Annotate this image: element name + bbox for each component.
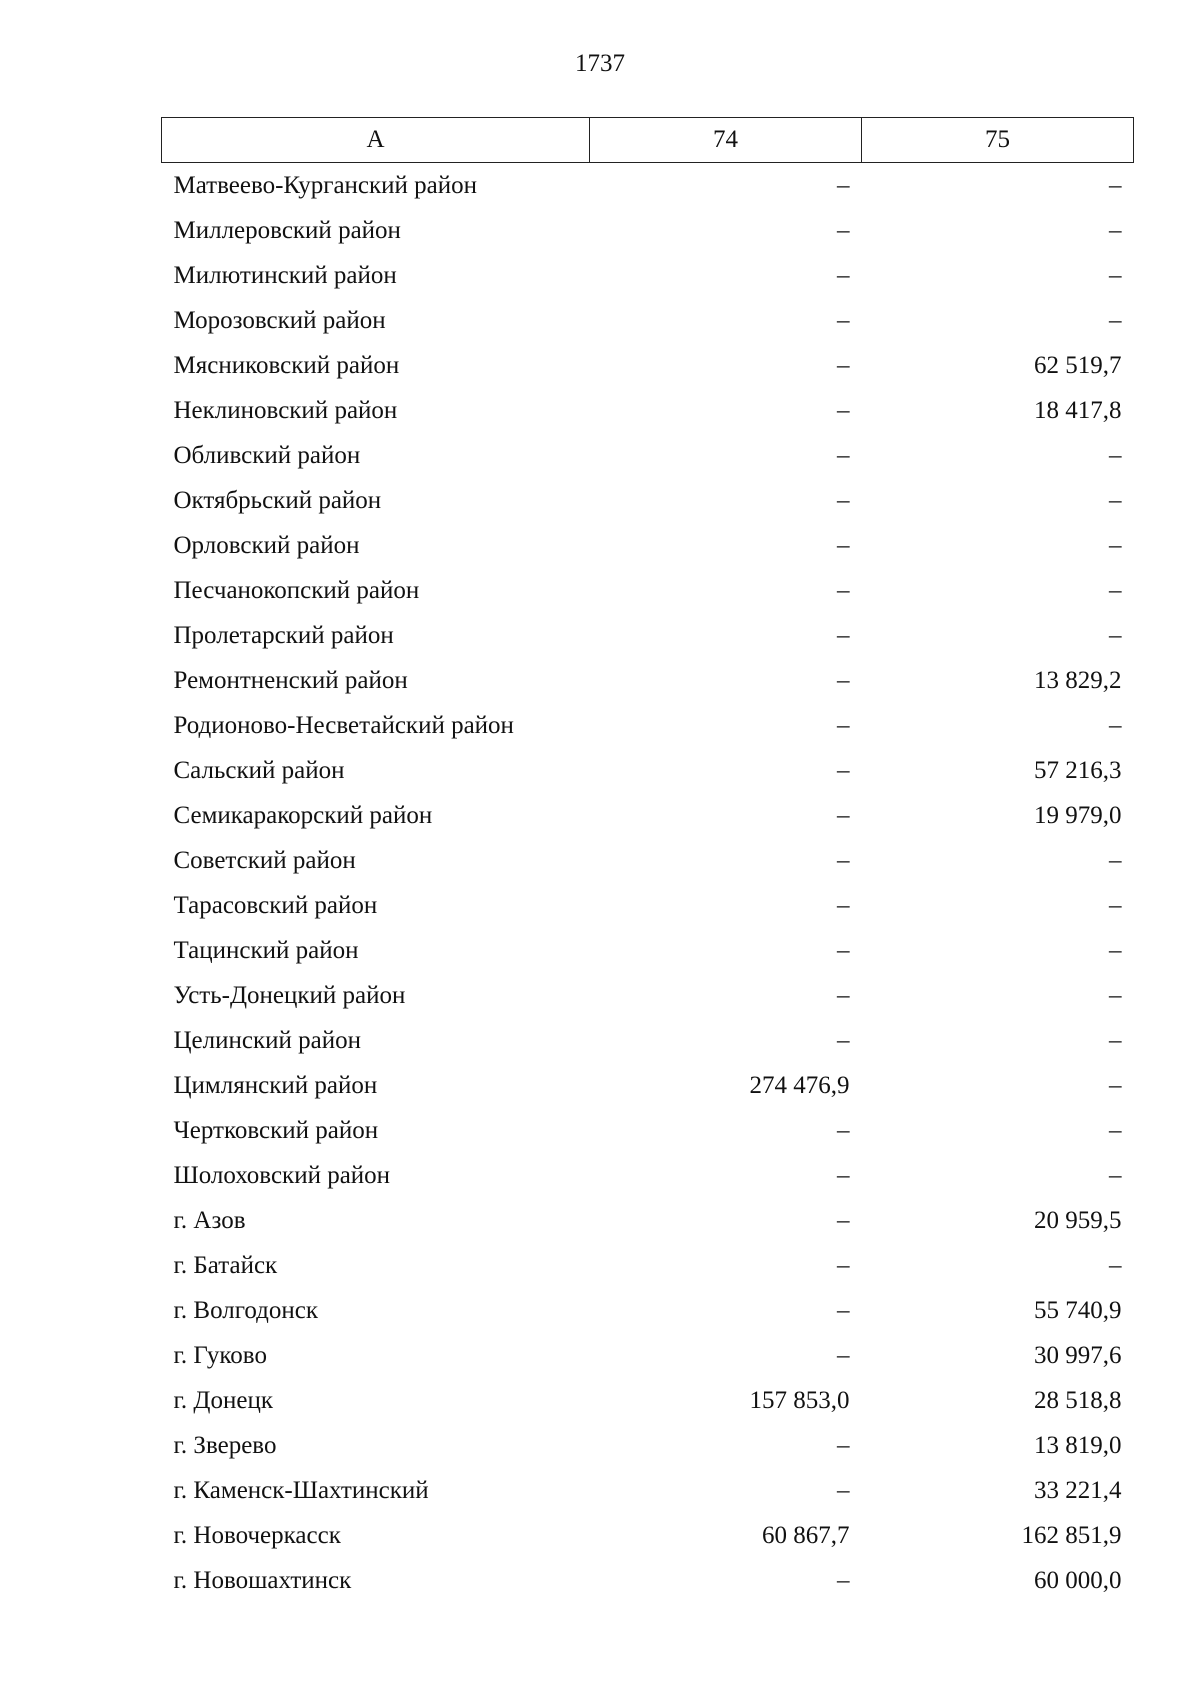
value-cell-75: – (1109, 1026, 1122, 1054)
table-row (162, 973, 1134, 1018)
value-cell-74: – (837, 711, 850, 739)
value-cell-74: – (837, 171, 850, 199)
table-row (162, 703, 1134, 748)
region-name-cell: Ремонтненский район (173, 666, 408, 694)
table-row (162, 253, 1134, 298)
value-cell-74: – (837, 1566, 850, 1594)
table-row (162, 163, 1134, 209)
table-row (162, 928, 1134, 973)
value-cell-74: – (837, 261, 850, 289)
region-name-cell: Тацинский район (173, 936, 359, 964)
value-cell-75: – (1109, 936, 1122, 964)
table-row (162, 568, 1134, 613)
table-row (162, 1243, 1134, 1288)
value-cell-75: – (1109, 846, 1122, 874)
value-cell-75: – (1109, 981, 1122, 1009)
region-name-cell: Миллеровский район (173, 216, 401, 244)
value-cell-74: – (837, 666, 850, 694)
region-name-cell: Пролетарский район (173, 621, 394, 649)
value-cell-75: 28 518,8 (1034, 1386, 1122, 1414)
region-name-cell: Песчанокопский район (173, 576, 420, 604)
region-name-cell: Сальский район (173, 756, 345, 784)
value-cell-74: – (837, 756, 850, 784)
value-cell-74: – (837, 1026, 850, 1054)
value-cell-75: – (1109, 891, 1122, 919)
value-cell-74: – (837, 576, 850, 604)
region-name-cell: Неклиновский район (173, 396, 398, 424)
table-row (162, 388, 1134, 433)
table-row (162, 1423, 1134, 1468)
table-row (162, 298, 1134, 343)
value-cell-75: – (1109, 531, 1122, 559)
region-name-cell: г. Азов (173, 1206, 246, 1234)
region-name-cell: Орловский район (173, 531, 360, 559)
value-cell-74: – (837, 216, 850, 244)
value-cell-74: – (837, 1341, 850, 1369)
table-body (162, 163, 1134, 1604)
table-row (162, 1468, 1134, 1513)
table-row (162, 433, 1134, 478)
value-cell-75: – (1109, 1116, 1122, 1144)
value-cell-74: – (837, 1431, 850, 1459)
table-row (162, 1108, 1134, 1153)
value-cell-75: – (1109, 441, 1122, 469)
region-name-cell: Усть-Донецкий район (173, 981, 406, 1009)
value-cell-74: 60 867,7 (762, 1521, 850, 1549)
value-cell-75: 62 519,7 (1034, 351, 1122, 379)
table-row (162, 658, 1134, 703)
value-cell-75: – (1109, 261, 1122, 289)
value-cell-74: – (837, 981, 850, 1009)
table-row (162, 1198, 1134, 1243)
region-name-cell: Чертковский район (173, 1116, 379, 1144)
value-cell-75: – (1109, 711, 1122, 739)
value-cell-75: 57 216,3 (1034, 756, 1122, 784)
region-name-cell: Мясниковский район (173, 351, 400, 379)
table-row (162, 1558, 1134, 1603)
region-name-cell: Родионово-Несветайский район (173, 711, 514, 739)
value-cell-75: – (1109, 1071, 1122, 1099)
region-name-cell: г. Новочеркасск (173, 1521, 341, 1549)
value-cell-75: 30 997,6 (1034, 1341, 1122, 1369)
region-name-cell: Цимлянский район (173, 1071, 378, 1099)
region-name-cell: Обливский район (173, 441, 361, 469)
table-row (162, 1378, 1134, 1423)
region-name-cell: Морозовский район (173, 306, 386, 334)
region-name-cell: Шолоховский район (173, 1161, 391, 1189)
value-cell-74: – (837, 1116, 850, 1144)
value-cell-75: – (1109, 621, 1122, 649)
value-cell-75: – (1109, 1161, 1122, 1189)
region-name-cell: Тарасовский район (173, 891, 378, 919)
value-cell-75: 33 221,4 (1034, 1476, 1122, 1504)
region-name-cell: Целинский район (173, 1026, 361, 1054)
table-row (162, 1153, 1134, 1198)
value-cell-75: 60 000,0 (1034, 1566, 1122, 1594)
region-name-cell: г. Новошахтинск (173, 1566, 352, 1594)
value-cell-75: – (1109, 486, 1122, 514)
table-row (162, 793, 1134, 838)
table-row (162, 523, 1134, 568)
value-cell-74: 157 853,0 (749, 1386, 850, 1414)
value-cell-75: – (1109, 216, 1122, 244)
value-cell-75: 13 829,2 (1034, 666, 1122, 694)
region-name-cell: Милютинский район (173, 261, 397, 289)
value-cell-74: 274 476,9 (749, 1071, 850, 1099)
table-header (162, 118, 1134, 163)
value-cell-74: – (837, 1161, 850, 1189)
value-cell-75: 162 851,9 (1021, 1521, 1122, 1549)
value-cell-74: – (837, 306, 850, 334)
value-cell-75: 55 740,9 (1034, 1296, 1122, 1324)
value-cell-74: – (837, 801, 850, 829)
budget-table (161, 117, 1134, 1603)
page-number: 1737 (575, 50, 625, 77)
region-name-cell: г. Зверево (173, 1431, 277, 1459)
table-row (162, 1333, 1134, 1378)
table-row (162, 1063, 1134, 1108)
region-name-cell: г. Батайск (173, 1251, 278, 1279)
region-name-cell: г. Волгодонск (173, 1296, 319, 1324)
value-cell-75: – (1109, 306, 1122, 334)
table-row (162, 208, 1134, 253)
table-row (162, 1288, 1134, 1333)
table-row (162, 613, 1134, 658)
value-cell-74: – (837, 846, 850, 874)
table-row (162, 838, 1134, 883)
value-cell-75: 19 979,0 (1034, 801, 1122, 829)
region-name-cell: Семикаракорский район (173, 801, 433, 829)
value-cell-74: – (837, 1206, 850, 1234)
region-name-cell: Советский район (173, 846, 356, 874)
value-cell-74: – (837, 621, 850, 649)
table-row (162, 1513, 1134, 1558)
table-row (162, 883, 1134, 928)
value-cell-75: 20 959,5 (1034, 1206, 1122, 1234)
value-cell-74: – (837, 396, 850, 424)
value-cell-75: – (1109, 576, 1122, 604)
value-cell-74: – (837, 936, 850, 964)
table-row (162, 343, 1134, 388)
table-row (162, 478, 1134, 523)
value-cell-74: – (837, 486, 850, 514)
value-cell-75: – (1109, 1251, 1122, 1279)
header-row (162, 118, 1134, 163)
header-cell-75: 75 (862, 118, 1134, 163)
value-cell-74: – (837, 531, 850, 559)
value-cell-75: – (1109, 171, 1122, 199)
value-cell-74: – (837, 1296, 850, 1324)
value-cell-74: – (837, 351, 850, 379)
table-row (162, 748, 1134, 793)
header-cell-74: 74 (590, 118, 862, 163)
value-cell-75: 18 417,8 (1034, 396, 1122, 424)
region-name-cell: Матвеево-Курганский район (173, 171, 478, 199)
value-cell-75: 13 819,0 (1034, 1431, 1122, 1459)
region-name-cell: г. Гуково (173, 1341, 267, 1369)
value-cell-74: – (837, 1251, 850, 1279)
value-cell-74: – (837, 441, 850, 469)
header-cell-a: А (162, 118, 590, 163)
region-name-cell: г. Каменск-Шахтинский (173, 1476, 429, 1504)
table-row (162, 1018, 1134, 1063)
region-name-cell: Октябрьский район (173, 486, 382, 514)
value-cell-74: – (837, 1476, 850, 1504)
region-name-cell: г. Донецк (173, 1386, 273, 1414)
value-cell-74: – (837, 891, 850, 919)
